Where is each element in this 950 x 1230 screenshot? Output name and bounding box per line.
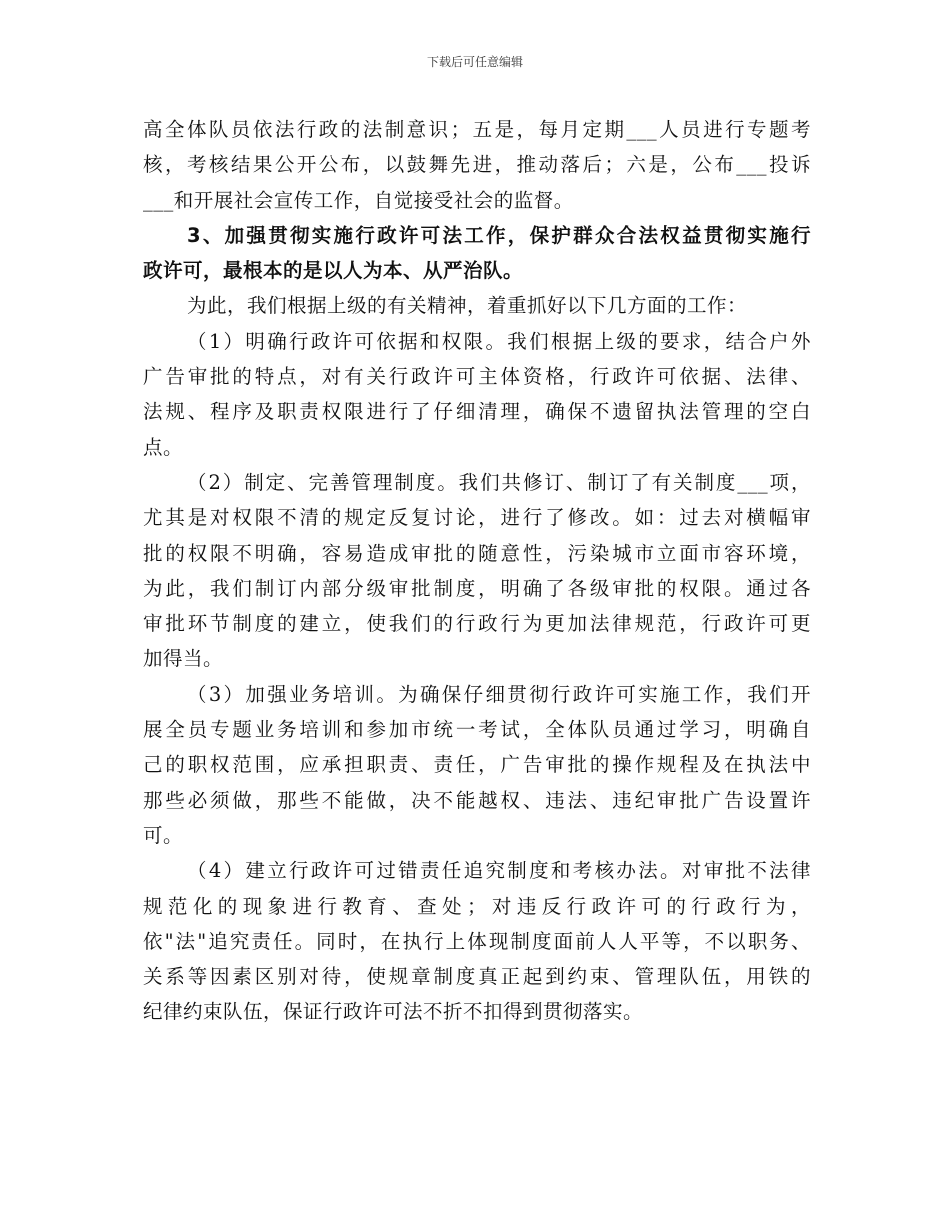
text-line: 可。	[143, 823, 184, 847]
text-line: 审批环节制度的建立，使我们的行政行为更加法律规范，行政许可更	[143, 612, 811, 636]
page-header: 下载后可任意编辑	[426, 55, 523, 69]
heading-line: 政许可，最根本的是以人为本、从严治队。	[143, 259, 524, 283]
text-line: ___和开展社会宣传工作，自觉接受社会的监督。	[143, 188, 574, 212]
text-line: 规范化的现象进行教育、查处；对违反行政许可的行政行为，	[143, 894, 811, 918]
text-line: 加得当。	[143, 647, 224, 671]
heading-line: 3、加强贯彻实施行政许可法工作，保护群众合法权益贯彻实施行	[187, 223, 811, 247]
text-line: （2）制定、完善管理制度。我们共修订、制订了有关制度___项，	[187, 470, 811, 494]
text-line: （1）明确行政许可依据和权限。我们根据上级的要求，结合户外	[187, 329, 811, 353]
text-line: （4）建立行政许可过错责任追究制度和考核办法。对审批不法律	[187, 859, 811, 883]
list-item-1	[143, 324, 811, 465]
text-line: 依"法"追究责任。同时，在执行上体现制度面前人人平等，不以职务、	[143, 929, 811, 953]
text-line: （3）加强业务培训。为确保仔细贯彻行政许可实施工作，我们开	[187, 682, 811, 706]
text-line: 己的职权范围，应承担职责、责任，广告审批的操作规程及在执法中	[143, 753, 811, 777]
text-line: 高全体队员依法行政的法制意识；五是，每月定期___人员进行专题考	[143, 118, 811, 141]
list-item-3	[143, 677, 811, 853]
list-item-4	[143, 853, 811, 1029]
list-item-2	[143, 465, 811, 677]
text-line: 批的权限不明确，容易造成审批的随意性，污染城市立面市容环境，	[143, 541, 811, 565]
text-line: 尤其是对权限不清的规定反复讨论，进行了修改。如：过去对横幅审	[143, 506, 811, 530]
text-line: 展全员专题业务培训和参加市统一考试，全体队员通过学习，明确自	[143, 718, 811, 742]
document-body	[143, 112, 811, 1030]
text-line: 为此，我们制订内部分级审批制度，明确了各级审批的权限。通过各	[143, 576, 811, 600]
text-line: 核，考核结果公开公布，以鼓舞先进，推动落后；六是，公布___投诉	[143, 153, 811, 177]
text-line: 纪律约束队伍，保证行政许可法不折不扣得到贯彻落实。	[143, 1000, 644, 1024]
text-line: 那些必须做，那些不能做，决不能越权、违法、违纪审批广告设置许	[143, 788, 811, 812]
text-line: 广告审批的特点，对有关行政许可主体资格，行政许可依据、法律、	[143, 365, 811, 389]
text-line: 关系等因素区别对待，使规章制度真正起到约束、管理队伍，用铁的	[143, 965, 811, 989]
text-line: 法规、程序及职责权限进行了仔细清理，确保不遗留执法管理的空白	[143, 400, 811, 424]
paragraph-intro	[143, 288, 811, 323]
paragraph-continuation	[143, 112, 811, 218]
text-line: 点。	[143, 435, 184, 459]
text-line: 为此，我们根据上级的有关精神，着重抓好以下几方面的工作：	[187, 294, 748, 318]
section-heading-3	[143, 218, 811, 289]
